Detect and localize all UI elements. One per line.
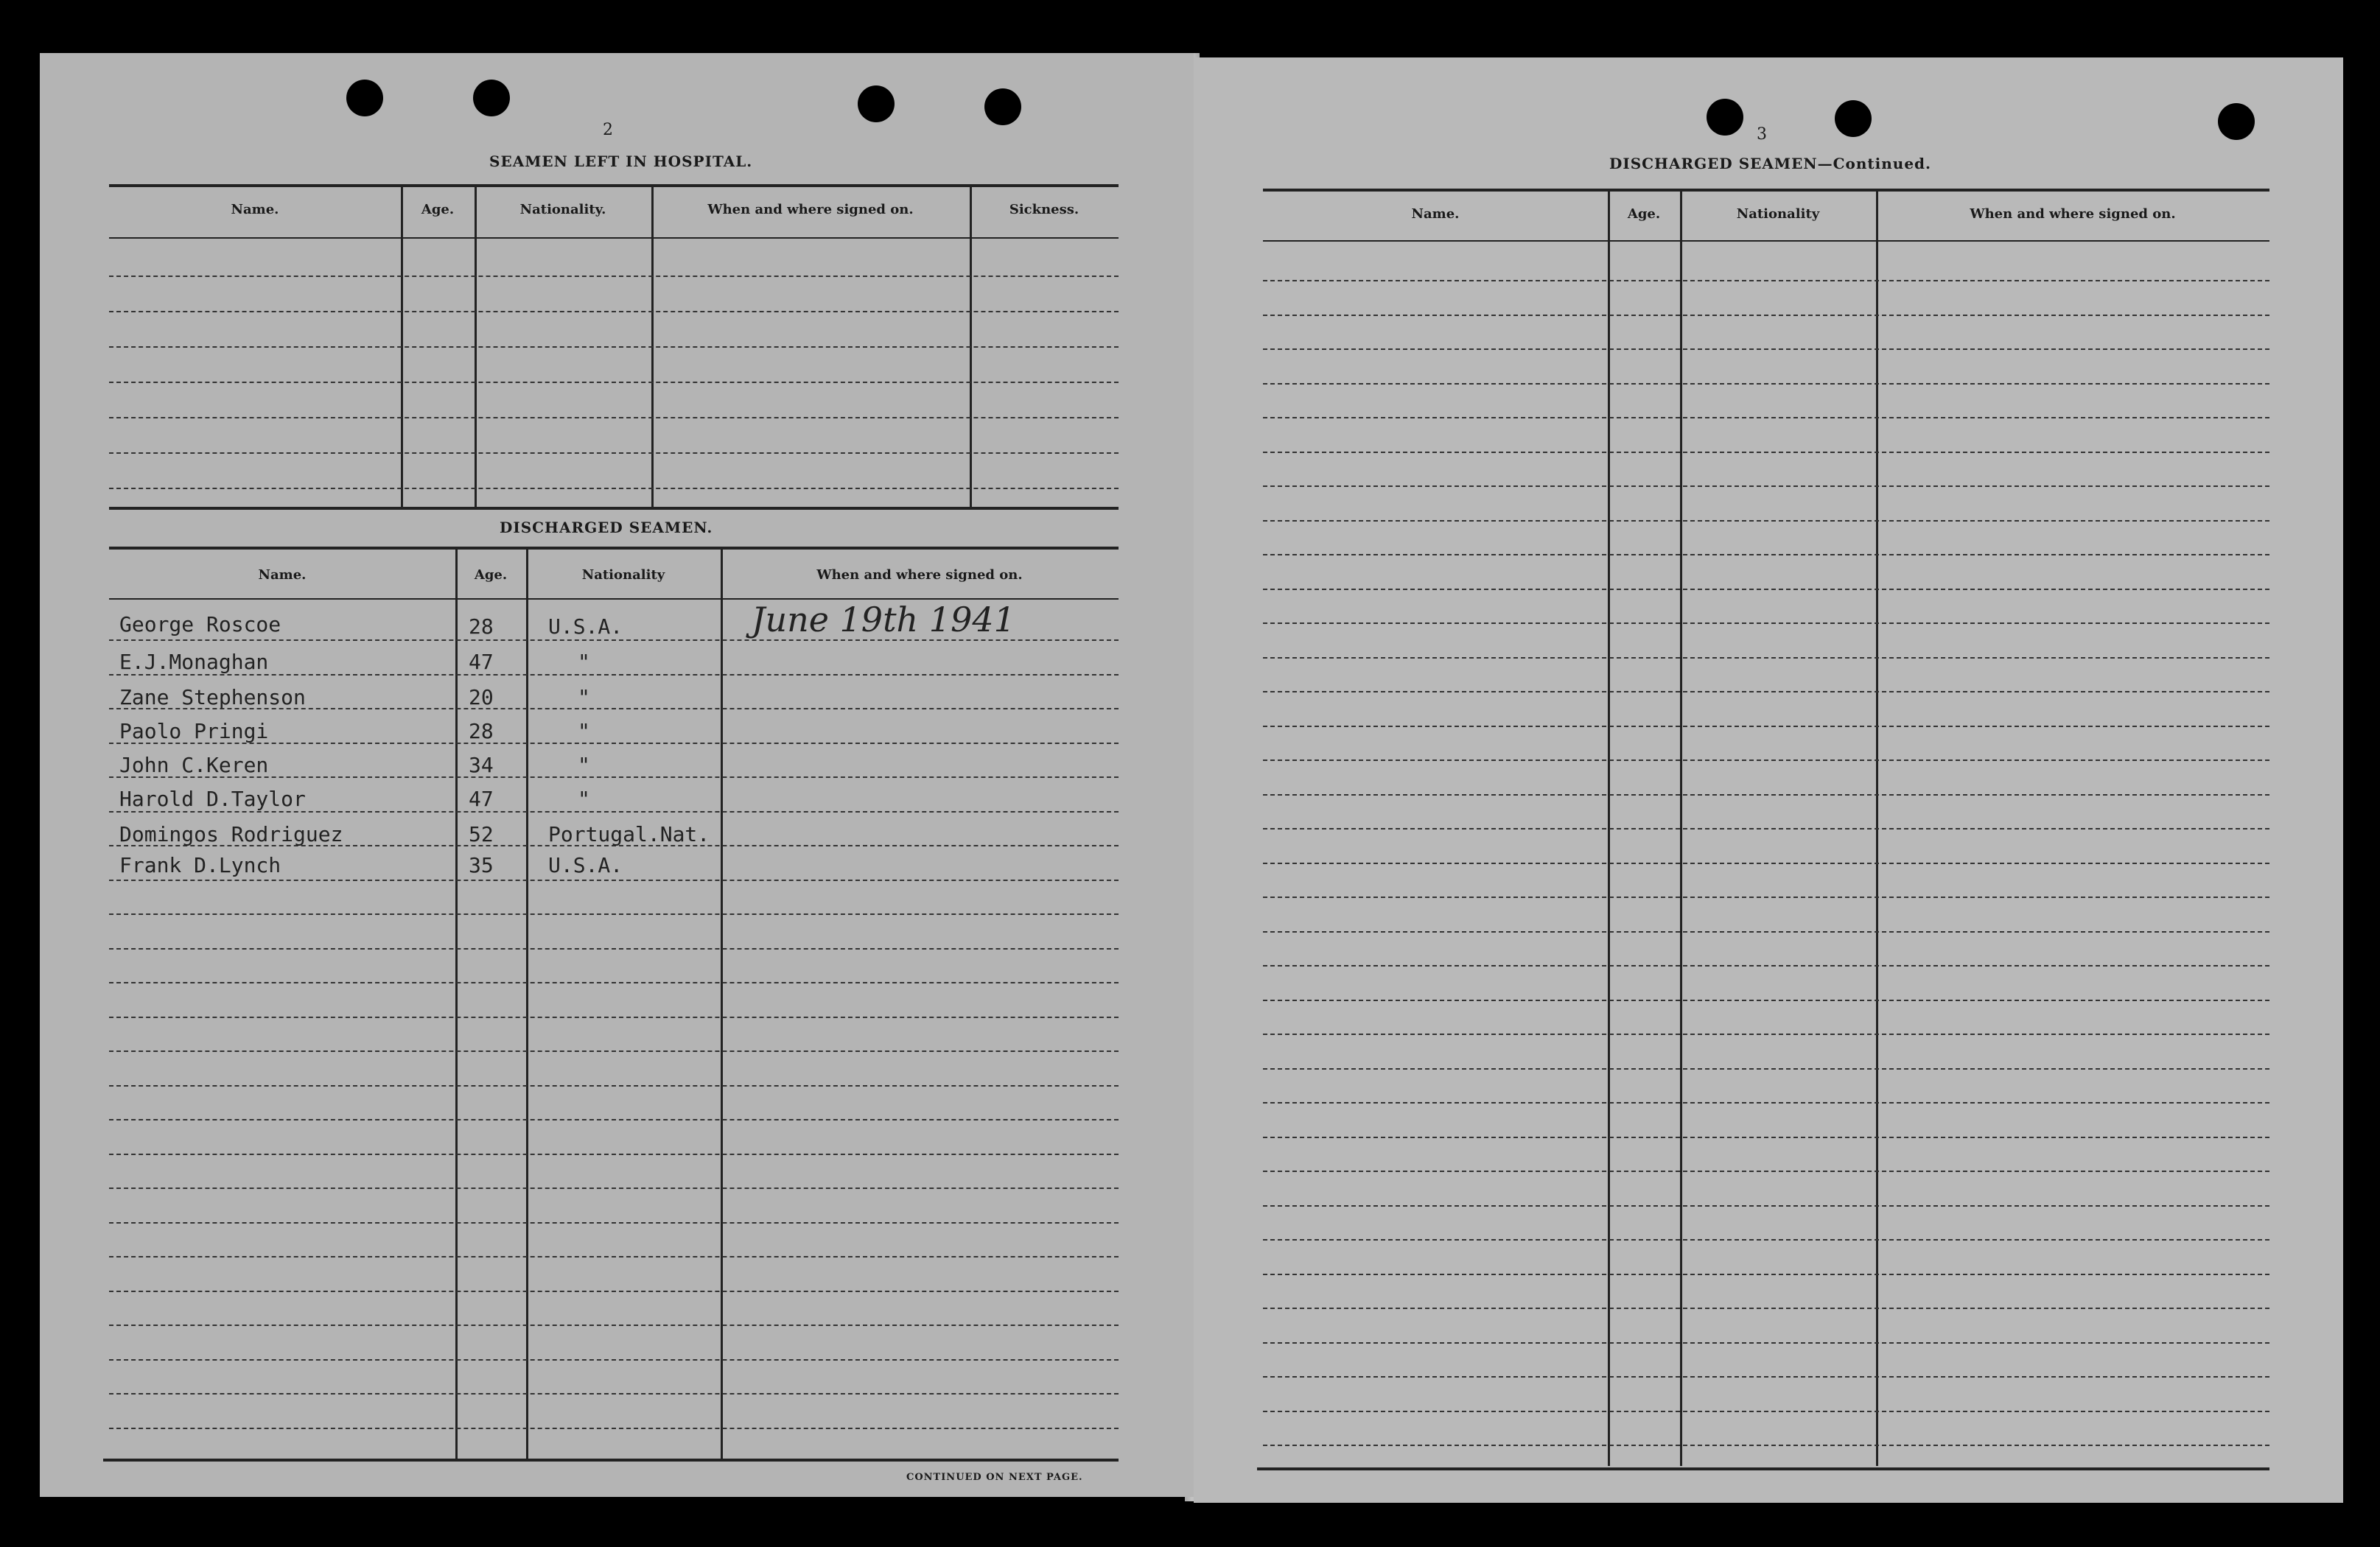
seaman-nationality: " [578,787,590,811]
seaman-nationality: U.S.A. [548,614,623,639]
discharged-col-divider [455,550,458,1459]
ruled-line [1263,1137,2269,1138]
ruled-line [1263,1376,2269,1378]
hospital-row-line [109,276,1119,277]
ruled-line [1263,280,2269,281]
hospital-header-rule [109,237,1119,239]
hospital-col-sickness: Sickness. [1009,202,1079,217]
hospital-col-nationality: Nationality. [519,202,606,217]
ruled-line [109,913,1119,915]
seaman-name: E.J.Monaghan [119,650,269,674]
ruled-line [1263,760,2269,761]
ruled-line [1263,1308,2269,1309]
continued-note: CONTINUED ON NEXT PAGE. [906,1472,1083,1483]
ruled-line [1263,657,2269,659]
punch-hole [1707,99,1743,136]
ruled-line [109,1325,1119,1326]
ruled-line [1263,1274,2269,1275]
continued-top-rule [1263,189,2269,192]
seaman-name: Domingos Rodriguez [119,822,343,846]
discharged-col-signed-on: When and where signed on. [816,567,1023,583]
seaman-nationality: " [578,650,590,674]
ruled-line [1263,726,2269,727]
hospital-top-rule [109,184,1119,187]
discharged-section-title: DISCHARGED SEAMEN. [500,519,713,536]
punch-hole [984,88,1021,125]
discharged-col-divider [721,550,723,1459]
hospital-row-line [109,311,1119,312]
discharged-col-divider [526,550,528,1459]
hospital-row-line [109,417,1119,418]
ruled-line [109,1017,1119,1018]
ruled-line [109,1119,1119,1120]
continued-col-nationality: Nationality [1736,206,1820,222]
ruled-line [109,880,1119,881]
punch-hole [858,85,895,122]
ruled-line [109,1291,1119,1292]
continued-col-signed-on: When and where signed on. [1970,206,2176,222]
ruled-line [1263,315,2269,316]
ruled-line [1263,1205,2269,1207]
continued-bottom-rule [1257,1467,2269,1470]
ruled-line [1263,452,2269,453]
hospital-section-title: SEAMEN LEFT IN HOSPITAL. [489,152,753,170]
seaman-nationality: Portugal.Nat. [548,822,710,846]
hospital-col-age: Age. [421,202,455,217]
seaman-nationality: " [578,685,590,709]
seaman-name: Zane Stephenson [119,685,306,709]
ruled-line [1263,520,2269,522]
hospital-bottom-rule [109,507,1119,510]
ruled-line [1263,965,2269,967]
seaman-age: 28 [469,719,494,743]
punch-hole [346,80,383,116]
ruled-line [1263,485,2269,487]
ruled-line [1263,863,2269,864]
ruled-line [109,1154,1119,1155]
hospital-row-line [109,382,1119,383]
ruled-line [1263,897,2269,898]
ruled-line [109,982,1119,983]
continued-col-name: Name. [1411,206,1460,222]
ruled-line [109,1256,1119,1257]
discharged-top-rule [109,547,1119,550]
seaman-name: John C.Keren [119,753,269,777]
ruled-line [1263,1000,2269,1001]
ruled-line [1263,1102,2269,1104]
ruled-line [1263,828,2269,829]
seaman-nationality: U.S.A. [548,853,623,877]
right-page [1194,57,2343,1503]
hospital-col-name: Name. [231,202,279,217]
seaman-age: 34 [469,753,494,777]
page-number: 3 [1757,125,1767,144]
seaman-signed-on: June 19th 1941 [752,600,1015,639]
discharged-continued-title: DISCHARGED SEAMEN—Continued. [1609,155,1931,172]
ruled-line [1263,1445,2269,1446]
ruled-line [1263,383,2269,385]
punch-hole [473,80,510,116]
ruled-line [1263,1034,2269,1035]
ruled-line [109,1393,1119,1395]
seaman-age: 20 [469,685,494,709]
discharged-col-nationality: Nationality [581,567,665,583]
ruled-line [1263,1068,2269,1070]
seaman-name: Harold D.Taylor [119,787,306,811]
ruled-line [109,1428,1119,1429]
ruled-line [1263,1342,2269,1344]
ruled-line [109,1222,1119,1224]
seaman-age: 47 [469,650,494,674]
ruled-line [1263,417,2269,418]
ruled-line [1263,931,2269,933]
ruled-line [1263,794,2269,796]
ruled-line [109,1188,1119,1189]
seaman-age: 35 [469,853,494,877]
ruled-line [1263,691,2269,692]
seaman-name: Paolo Pringi [119,719,269,743]
ruled-line [109,1359,1119,1361]
seaman-nationality: " [578,719,590,743]
ruled-line [1263,348,2269,350]
hospital-col-signed-on: When and where signed on. [707,202,914,217]
discharged-bottom-rule [103,1459,1119,1462]
seaman-name: George Roscoe [119,612,281,636]
continued-col-age: Age. [1627,206,1661,222]
seaman-age: 47 [469,787,494,811]
ruled-line [109,948,1119,950]
ruled-line [109,639,1119,641]
left-page [40,53,1194,1497]
page-number: 2 [603,121,613,139]
ruled-line [1263,622,2269,624]
hospital-row-line [109,452,1119,454]
punch-hole [1835,100,1872,137]
ruled-line [1263,589,2269,590]
hospital-row-line [109,488,1119,489]
ruled-line [1263,554,2269,555]
punch-hole [2218,103,2255,140]
continued-header-rule [1263,240,2269,242]
hospital-row-line [109,346,1119,348]
seaman-age: 28 [469,614,494,639]
ruled-line [109,1050,1119,1052]
seaman-name: Frank D.Lynch [119,853,281,877]
seaman-nationality: " [578,753,590,777]
ruled-line [109,1085,1119,1087]
ruled-line [1263,1411,2269,1412]
ruled-line [1263,1171,2269,1172]
ruled-line [1263,1239,2269,1241]
discharged-col-name: Name. [258,567,307,583]
seaman-age: 52 [469,822,494,846]
discharged-col-age: Age. [474,567,508,583]
